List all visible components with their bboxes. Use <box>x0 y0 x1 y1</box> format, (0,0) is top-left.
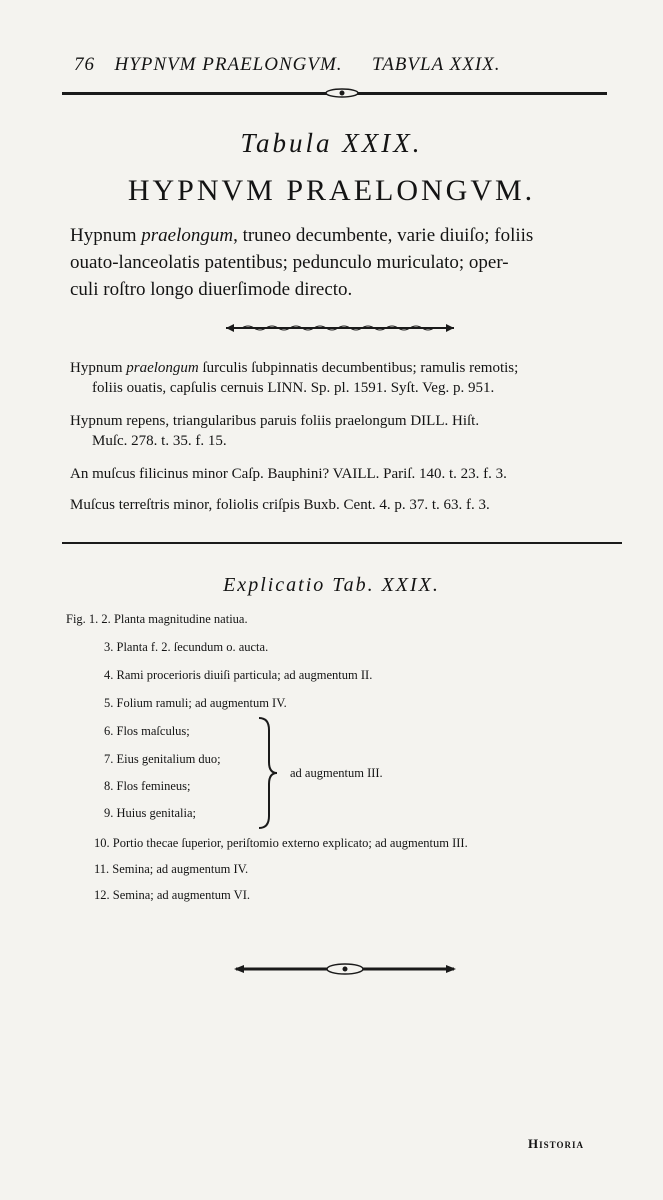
figure-description: Flos femineus; <box>116 779 191 793</box>
figure-number: 7. <box>104 752 114 766</box>
figure-item-8 <box>104 779 190 794</box>
catchword: Historia <box>528 1136 584 1151</box>
figure-number: 11. <box>94 862 110 876</box>
figure-item-3 <box>104 640 268 655</box>
synonym-1-lead: Hypnum <box>70 360 123 376</box>
figure-description: Flos maſculus; <box>116 724 190 738</box>
synonym-2-lead: Hypnum <box>70 413 123 429</box>
species-title: HYPNVM PRAELONGVM. <box>127 174 536 207</box>
figure-number: 10. <box>94 836 110 850</box>
figure-item-9 <box>104 806 196 821</box>
diagnosis-genus: Hypnum <box>70 225 137 246</box>
figure-item-5 <box>104 696 287 711</box>
figure-number: 9. <box>104 806 114 820</box>
header-rule-ornament <box>322 86 362 100</box>
synonym-3 <box>70 464 507 484</box>
figure-item-7 <box>104 752 221 767</box>
synonym-1-continuation: foliis ouatis, capſulis cernuis LINN. Sp. pl. 1591. Syſt. Veg. p. 951. <box>92 380 495 396</box>
figure-item-12 <box>94 888 250 903</box>
running-title: HYPNVM PRAELONGVM. <box>114 54 343 75</box>
figure-number: 12. <box>94 888 110 902</box>
figure-description: Semina; ad augmentum IV. <box>112 862 249 876</box>
explicatio-heading: Explicatio Tab. XXIX. <box>223 574 440 596</box>
figure-description: Planta f. 2. ſecundum o. aucta. <box>116 640 269 654</box>
figure-number: Fig. 1. 2. <box>66 612 111 626</box>
synonym-1-text: ſurculis ſubpinnatis decumbentibus; ramulis remotis; <box>198 360 519 376</box>
grouping-brace <box>255 716 279 830</box>
synonym-4-text: terreſtris minor, foliolis criſpis Buxb. Cent. 4. p. 37. t. 63. f. 3. <box>115 497 490 513</box>
section-rule <box>62 542 622 544</box>
figure-number: 4. <box>104 668 114 682</box>
tabula-reference: TABVLA XXIX. <box>372 54 501 75</box>
diagnosis-line-1 <box>70 222 630 249</box>
figure-description: Portio thecae ſuperior, periſtomio externo explicato; ad augmentum III. <box>112 836 468 850</box>
running-header <box>74 54 501 76</box>
figure-description: Planta magnitudine natiua. <box>113 612 248 626</box>
figure-item-6 <box>104 724 190 739</box>
figure-item-10 <box>94 836 468 851</box>
synonym-4-lead: Muſcus <box>70 497 115 513</box>
figure-number: 8. <box>104 779 114 793</box>
figure-description: Eius genitalium duo; <box>116 752 221 766</box>
grouped-augmentum: ad augmentum III. <box>290 766 383 780</box>
figure-number: 3. <box>104 640 114 654</box>
synonym-3-lead: An <box>70 466 89 482</box>
synonym-1 <box>70 358 518 378</box>
figure-number: 6. <box>104 724 114 738</box>
diagnosis-line-3: culi roſtro longo diuerſimode directo. <box>70 279 353 300</box>
figure-description: Rami procerioris diuiſi particula; ad augmentum II. <box>116 668 373 682</box>
figure-number: 5. <box>104 696 114 710</box>
synonym-1-italic: praelongum <box>126 360 199 376</box>
synonym-3-text: muſcus filicinus minor Caſp. Bauphini? VAILL. Pariſ. 140. t. 23. f. 3. <box>88 466 507 482</box>
synonym-2-text: repens, triangularibus paruis foliis praelongum DILL. Hiſt. <box>122 413 480 429</box>
figure-description: Semina; ad augmentum VI. <box>112 888 250 902</box>
diagnosis-line-2: ouato-lanceolatis patentibus; pedunculo muriculato; oper- <box>70 252 509 273</box>
figure-description: Huius genitalia; <box>116 806 196 820</box>
tailpiece-ornament <box>232 962 458 976</box>
figure-item-11 <box>94 862 248 877</box>
figure-description: Folium ramuli; ad augmentum IV. <box>116 696 287 710</box>
plate-label: Tabula XXIX. <box>240 128 423 158</box>
diagnosis-text-1: , truneo decumbente, varie diuiſo; foliis <box>233 225 534 246</box>
synonym-2-continuation: Muſc. 278. t. 35. f. 15. <box>92 433 227 449</box>
section-ornament <box>222 322 458 334</box>
synonym-4 <box>70 495 490 515</box>
synonym-2 <box>70 411 479 431</box>
species-diagnosis <box>70 222 630 303</box>
diagnosis-epithet: praelongum <box>141 225 234 246</box>
figure-item-4 <box>104 668 372 683</box>
page-number: 76 <box>74 54 95 75</box>
figure-item-1 <box>66 612 248 627</box>
